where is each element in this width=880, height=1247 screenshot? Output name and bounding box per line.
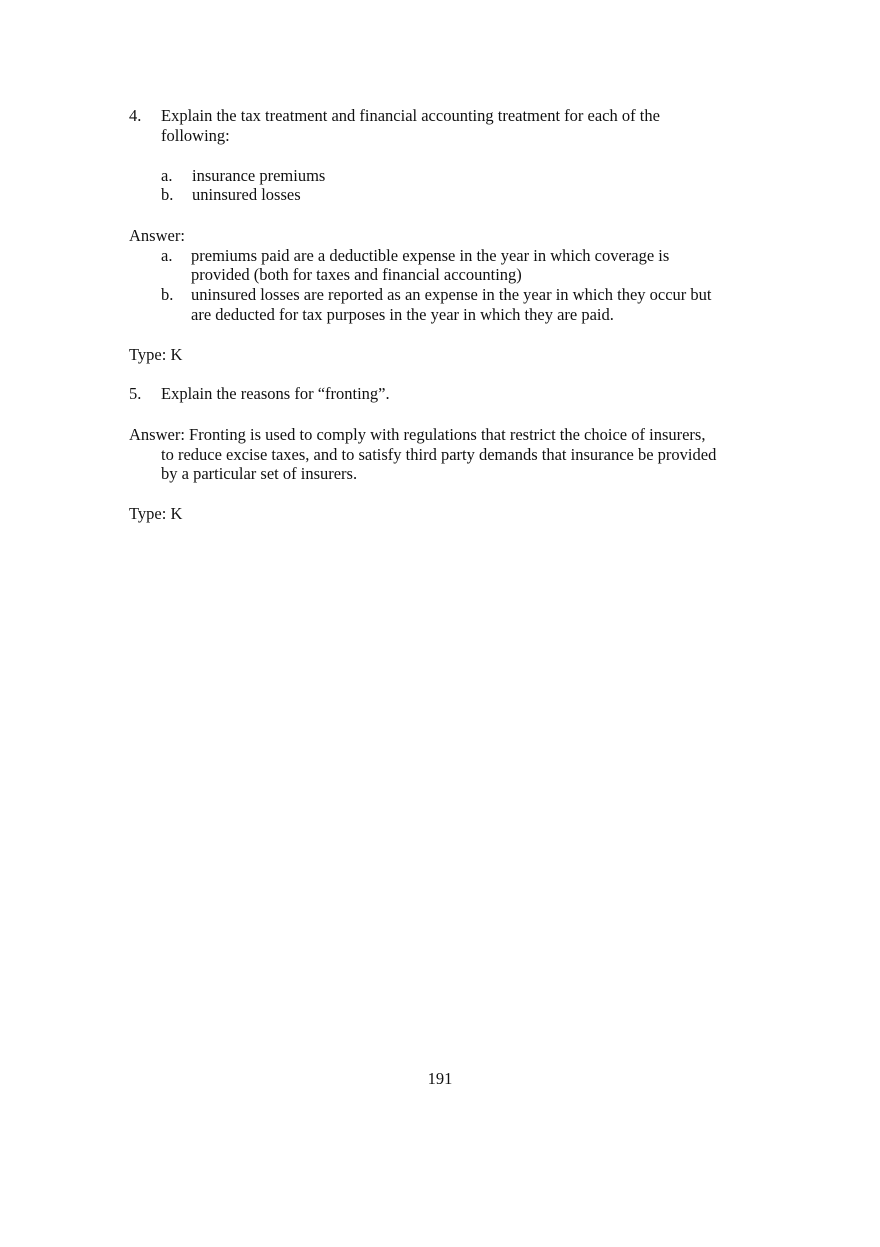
question-5-answer-line-2: to reduce excise taxes, and to satisfy third party demands that insurance be provided: [161, 445, 717, 464]
page-number: 191: [427, 1069, 453, 1088]
question-4-type: Type: K: [129, 345, 183, 364]
question-4-prompt-line-2: following:: [161, 126, 230, 145]
question-4-answer-a-label: a.: [161, 246, 173, 265]
question-4-answer-b-label: b.: [161, 285, 174, 304]
question-4-answer-a-line-1: premiums paid are a deductible expense in the year in which coverage is: [191, 246, 670, 265]
question-4-part-b-label: b.: [161, 185, 174, 204]
question-5-type: Type: K: [129, 504, 183, 523]
question-4-part-a-label: a.: [161, 166, 173, 185]
question-5-answer-line-1: Answer: Fronting is used to comply with regulations that restrict the choice of insurers,: [129, 425, 706, 444]
question-4-part-a-text: insurance premiums: [192, 166, 326, 185]
question-5-answer-line-3: by a particular set of insurers.: [161, 464, 358, 483]
question-5-prompt: Explain the reasons for “fronting”.: [161, 384, 390, 403]
question-5-number: 5.: [129, 384, 142, 403]
question-4-answer-b-line-1: uninsured losses are reported as an expense in the year in which they occur but: [191, 285, 712, 304]
question-4-answer-b-line-2: are deducted for tax purposes in the year in which they are paid.: [191, 305, 614, 324]
question-4-answer-label: Answer:: [129, 226, 185, 245]
question-4-number: 4.: [129, 106, 142, 125]
question-4-prompt-line-1: Explain the tax treatment and financial accounting treatment for each of the: [161, 106, 660, 125]
question-4-part-b-text: uninsured losses: [192, 185, 301, 204]
question-4-answer-a-line-2: provided (both for taxes and financial accounting): [191, 265, 522, 284]
